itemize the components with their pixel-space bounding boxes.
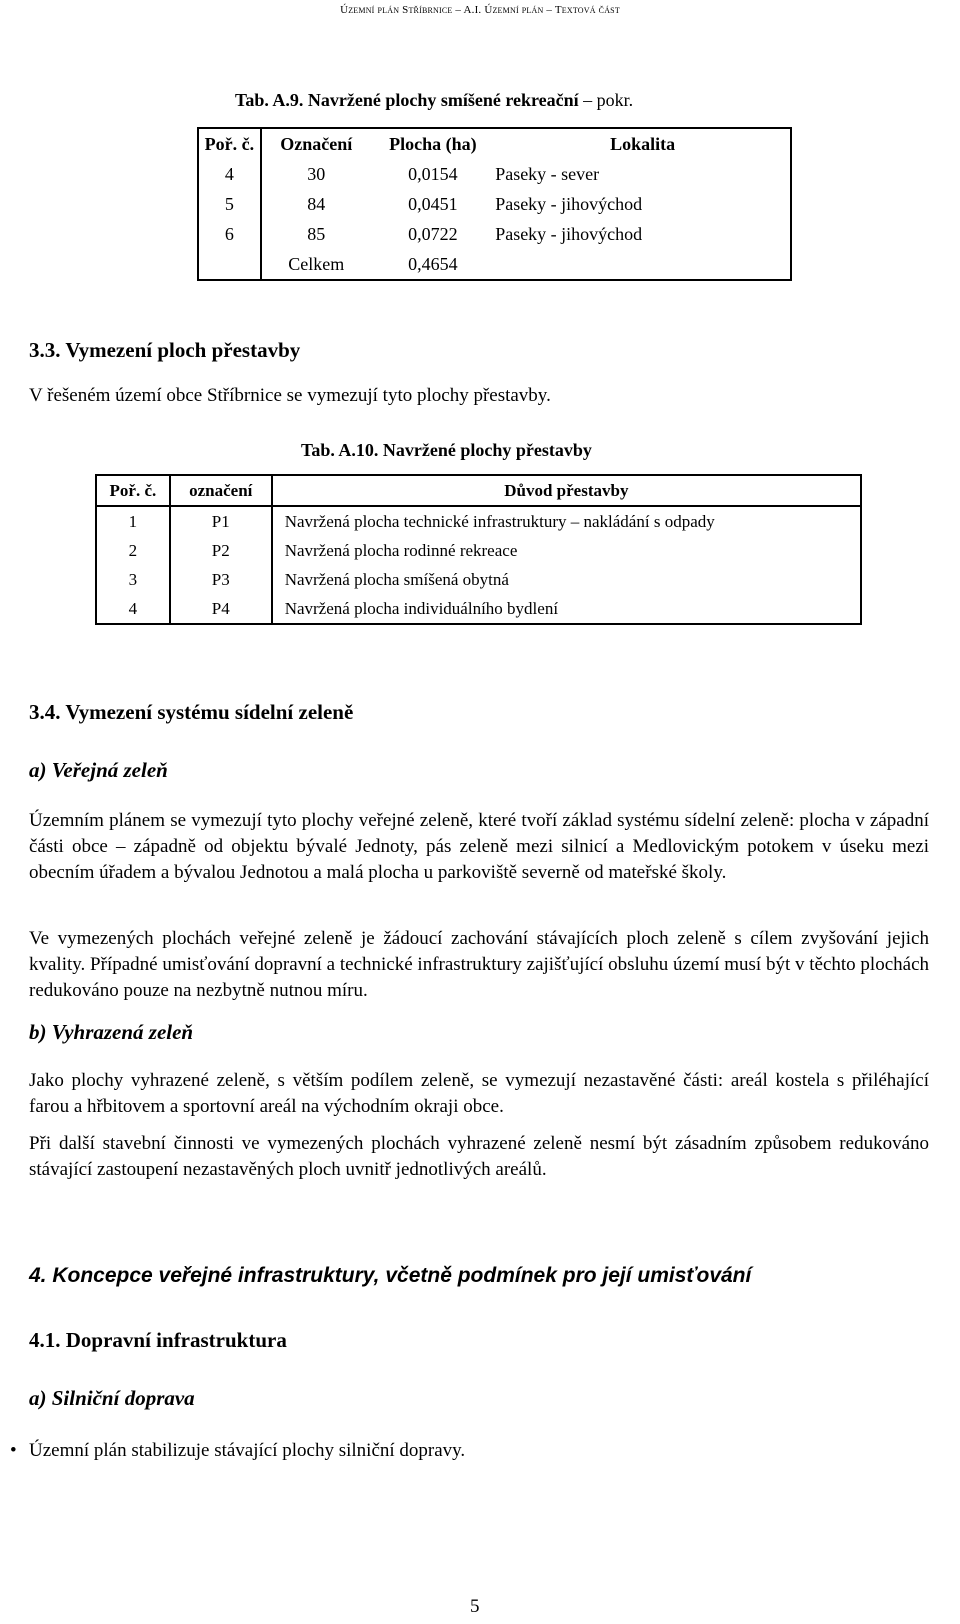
table-a9-col-oznaceni: Označení [280, 133, 353, 154]
page-number: 5 [470, 1596, 480, 1617]
table-cell: Paseky - sever [495, 163, 600, 184]
table-cell: 2 [96, 536, 170, 565]
table-cell: 0,0451 [408, 193, 458, 214]
table-cell: 85 [307, 223, 326, 244]
table-a9-col-poradi: Poř. č. [198, 128, 261, 159]
section-3-4-heading: 3.4. Vymezení systému sídelní zeleně [29, 700, 354, 724]
table-cell: 4 [96, 594, 170, 624]
table-a9-col-plocha: Plocha (ha) [389, 133, 477, 154]
table-a10-col-duvod: Důvod přestavby [272, 475, 861, 506]
table-a9-caption-row [235, 90, 633, 111]
table-cell: Navržená plocha technické infrastruktury – nakládání s odpady [284, 511, 715, 531]
table-cell: P1 [170, 506, 272, 536]
table-cell: 0,0154 [408, 163, 458, 184]
section-3-3-heading: 3.3. Vymezení ploch přestavby [29, 338, 301, 362]
table-cell: 3 [96, 565, 170, 594]
paragraph: Při další stavební činnosti ve vymezených plochách vyhrazené zeleně nesmí být zásadním způsobem redukováno stávající zastoupení nezastavěných ploch uvnitř jednotlivých areálů. [29, 1133, 929, 1180]
table-cell: P3 [170, 565, 272, 594]
running-header: Územní plán Stříbrnice – A.I. Územní plán – Textová část [340, 4, 620, 16]
table-cell: 1 [96, 506, 170, 536]
table-cell: Navržená plocha smíšená obytná [284, 569, 509, 589]
table-cell: 4 [198, 159, 261, 189]
table-row [198, 159, 791, 189]
table-cell: 6 [198, 219, 261, 249]
table-a10 [95, 474, 862, 625]
paragraph: Ve vymezených plochách veřejné zeleně je žádoucí zachování stávajících ploch zeleně s cílem zvyšování jejich kvality. Případné umisťování dopravní a technické infrastruktury zajišťující obsluhu území musí být v těchto plochách redukováno pouze na nezbytně nutnou míru. [29, 928, 929, 1001]
table-a9 [197, 127, 792, 281]
paragraph: Územním plánem se vymezují tyto plochy veřejné zeleně, které tvoří základ systému sídelní zeleně: plocha v západní části obce – západně od objektu bývalé Jednoty, pás zeleně mezi silnicí a Medlovickým potokem v úseku mezi obecním úřadem a bývalou Jednotou a malá plocha u parkoviště severně od mateřské školy. [29, 810, 929, 883]
section-3-3-text: V řešeném území obce Stříbrnice se vymezují tyto plochy přestavby. [29, 385, 551, 406]
table-cell: P2 [170, 536, 272, 565]
paragraph: Jako plochy vyhrazené zeleně, s větším podílem zeleně, se vymezují nezastavěné části: areál kostela s přiléhající farou a hřbitovem a sportovní areál na východním okraji obce. [29, 1070, 929, 1117]
table-a10-col-oznaceni: označení [170, 475, 272, 506]
table-row [198, 189, 791, 219]
table-cell: 5 [198, 189, 261, 219]
table-cell: 0,0722 [408, 223, 458, 244]
table-a9-col-lokalita: Lokalita [610, 133, 676, 154]
section-4-1-heading: 4.1. Dopravní infrastruktura [29, 1328, 287, 1352]
table-cell: P4 [170, 594, 272, 624]
subsection-a-heading: a) Veřejná zeleň [29, 758, 168, 782]
bullet-list-item [10, 1440, 17, 1462]
table-a10-header-row [96, 475, 861, 506]
table-cell: Paseky - jihovýchod [495, 223, 643, 244]
bullet-icon: • [10, 1440, 17, 1461]
table-cell: Paseky - jihovýchod [495, 193, 643, 214]
table-cell: Navržená plocha individuálního bydlení [284, 598, 559, 618]
table-a10-col-poradi: Poř. č. [96, 475, 170, 506]
bullet-text: Územní plán stabilizuje stávající plochy silniční dopravy. [29, 1440, 466, 1461]
table-row [96, 506, 861, 536]
table-a9-total-value: 0,4654 [408, 253, 458, 274]
table-a9-total-label: Celkem [288, 253, 345, 274]
subsection-silnicni-heading: a) Silniční doprava [29, 1386, 195, 1410]
table-a9-header-row [198, 128, 791, 159]
subsection-b-heading: b) Vyhrazená zeleň [29, 1020, 194, 1044]
table-row [198, 219, 791, 249]
table-row [96, 536, 861, 565]
table-cell: 84 [307, 193, 326, 214]
table-row [96, 565, 861, 594]
table-a9-caption: Tab. A.9. Navržené plochy smíšené rekreační [235, 90, 579, 110]
table-row [96, 594, 861, 624]
table-a9-caption-suffix: – pokr. [583, 90, 634, 110]
table-cell: Navržená plocha rodinné rekreace [284, 540, 518, 560]
section-4-heading: 4. Koncepce veřejné infrastruktury, včetně podmínek pro její umisťování [29, 1264, 752, 1287]
table-total-row [198, 249, 791, 280]
table-a10-caption: Tab. A.10. Navržené plochy přestavby [301, 440, 592, 460]
table-cell: 30 [307, 163, 326, 184]
